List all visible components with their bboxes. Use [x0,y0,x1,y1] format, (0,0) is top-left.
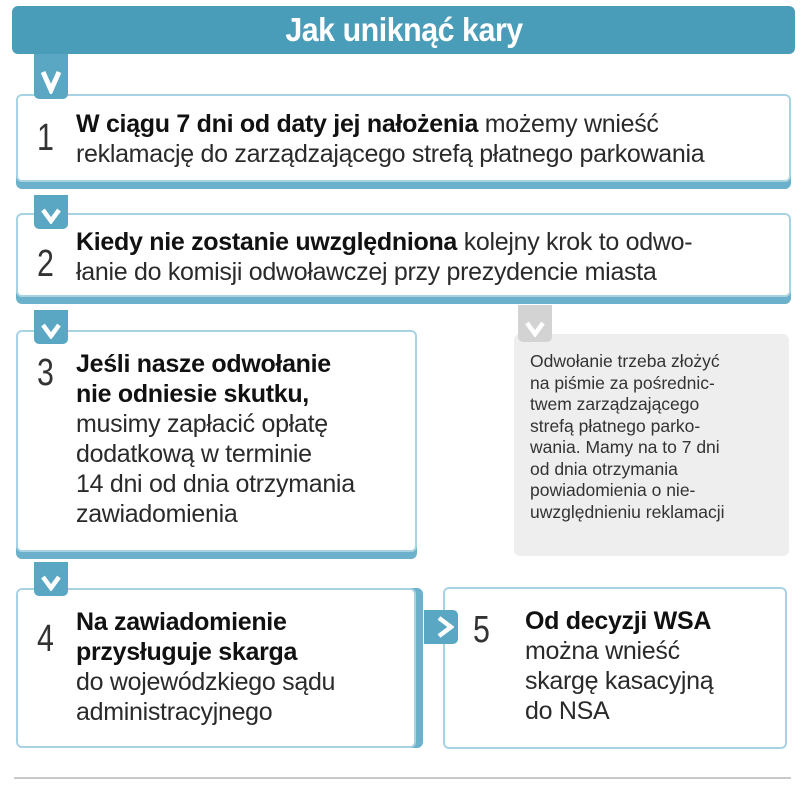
step-number: 4 [37,618,54,660]
step-bold-text: Na zawiadomienie [76,608,287,636]
step-text: Od decyzji WSA można wnieść skargę kasacyjną do NSA [525,607,714,725]
title-banner [12,6,795,54]
chevron-right-icon [424,610,458,644]
step-number: 5 [473,609,490,651]
note-box [514,334,789,556]
bottom-divider [14,777,791,779]
chevron-down-icon [34,54,68,99]
step-text: Na zawiadomienie przysługuje skarga do wojewódzkiego sądu administracyjnego [76,608,336,726]
step-bold-text: W ciągu 7 dni od daty jej nałożenia [76,110,479,138]
page-title: Jak uniknąć kary [284,11,523,48]
step-bold-text: Kiedy nie zostanie uwzględniona [76,228,458,256]
step-bold-text: Od decyzji WSA [525,607,712,635]
step-bold-text: Jeśli nasze odwołanie [76,350,331,378]
chevron-down-icon [34,310,68,344]
step-bold-text: nie odniesie skutku, [76,380,309,408]
step-text: Jeśli nasze odwołanie nie odniesie skutku, musimy zapłacić opłatę dodatkową w terminie 14 dni od dnia otrzymania zawiadomienia [76,350,355,528]
chevron-down-icon [34,562,68,596]
step-text: Kiedy nie zostanie uwzględniona kolejny krok to odwo- łanie do komisji odwoławczej przy prezydencie miasta [76,228,693,286]
step-1-box [16,94,791,182]
step-2-box [16,213,791,297]
step-number: 1 [37,117,54,159]
step-number: 2 [37,243,54,285]
step-text: W ciągu 7 dni od daty jej nałożenia możemy wnieść reklamację do zarządzającego strefą płatnego parkowania [76,110,705,168]
chevron-down-icon [518,305,552,342]
step-number: 3 [37,352,54,394]
step-4-box [16,588,416,748]
step-5-box [443,587,787,749]
step-bold-text: przysługuje skarga [76,638,298,666]
note-text: Odwołanie trzeba złożyć na piśmie za pośrednic- twem zarządzającego strefą płatnego parko- wania. Mamy na to 7 dni od dnia otrzymania powiadomienia o nie- uwzględnieniu reklamacji [530,351,725,522]
chevron-down-icon [34,195,68,229]
step-3-box [16,330,417,552]
